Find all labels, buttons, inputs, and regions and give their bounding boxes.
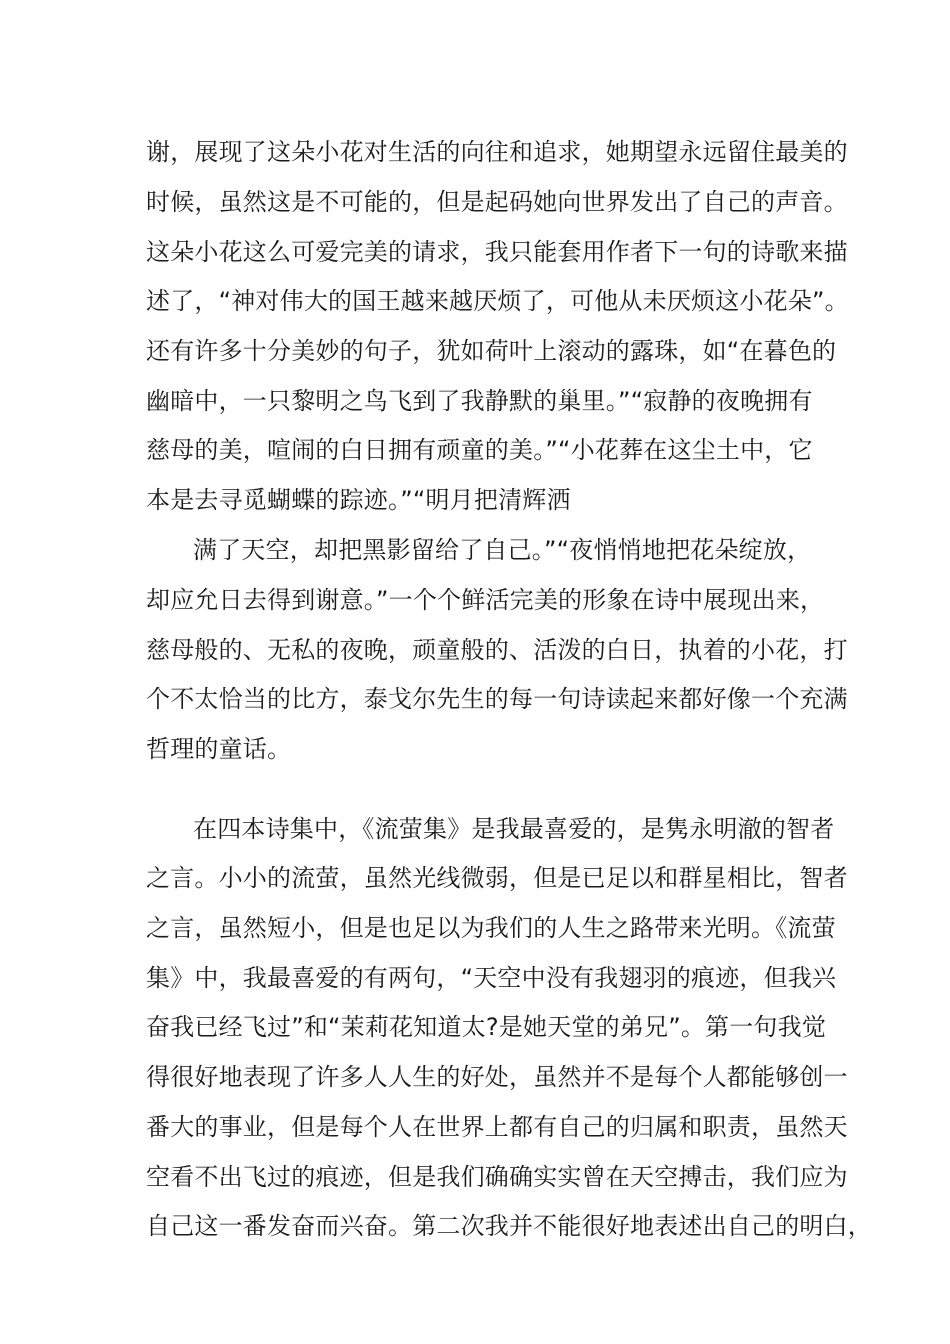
text-line: 慈母的美，喧闹的白日拥有顽童的美。”“小花葬在这尘土中，它: [146, 436, 813, 464]
text-line: 还有许多十分美妙的句子，犹如荷叶上滚动的露珠，如“在暮色的: [146, 337, 837, 365]
text-line: 集》中，我最喜爱的有两句，“天空中没有我翅羽的痕迹，但我兴: [146, 964, 837, 992]
paragraph-first-line: 满了天空，却把黑影留给了自己。”“夜悄悄地把花朵绽放，: [193, 536, 812, 564]
text-line: 谢，展现了这朵小花对生活的向往和追求，她期望永远留住最美的: [146, 138, 848, 166]
text-line: 番大的事业，但是每个人在世界上都有自己的归属和职责，虽然天: [146, 1113, 848, 1141]
paragraph-first-line: 在四本诗集中，《流萤集》是我最喜爱的，是隽永明澈的智者: [193, 815, 835, 843]
text-line: 得很好地表现了许多人人生的好处，虽然并不是每个人都能够创一: [146, 1063, 848, 1091]
text-line: 本是去寻觅蝴蝶的踪迹。”“明月把清辉洒: [146, 486, 571, 514]
text-line: 这朵小花这么可爱完美的请求，我只能套用作者下一句的诗歌来描: [146, 238, 848, 266]
text-line: 自己这一番发奋而兴奋。第二次我并不能很好地表述出自己的明白，: [146, 1212, 872, 1240]
text-line: 述了，“神对伟大的国王越来越厌烦了，可他从未厌烦这小花朵”。: [146, 287, 849, 315]
text-line: 却应允日去得到谢意。”一个个鲜活完美的形象在诗中展现出来，: [146, 586, 825, 614]
text-line: 时候，虽然这是不可能的，但是起码她向世界发出了自己的声音。: [146, 188, 848, 216]
text-line: 慈母般的、无私的夜晚，顽童般的、活泼的白日，执着的小花，打: [146, 636, 848, 664]
text-line: 之言。小小的流萤，虽然光线微弱，但是已足以和群星相比，智者: [146, 864, 848, 892]
text-line: 之言，虽然短小，但是也足以为我们的人生之路带来光明。《流萤: [146, 914, 836, 942]
text-line: 奋我已经飞过”和“茉莉花知道太?是她天堂的弟兄”。第一句我觉: [146, 1013, 827, 1041]
text-line: 空看不出飞过的痕迹，但是我们确确实实曾在天空搏击，我们应为: [146, 1163, 848, 1191]
text-line: 幽暗中，一只黎明之鸟飞到了我静默的巢里。”“寂静的夜晚拥有: [146, 387, 813, 415]
text-line: 哲理的童话。: [146, 735, 292, 763]
text-line: 个不太恰当的比方，泰戈尔先生的每一句诗读起来都好像一个充满: [146, 685, 848, 713]
